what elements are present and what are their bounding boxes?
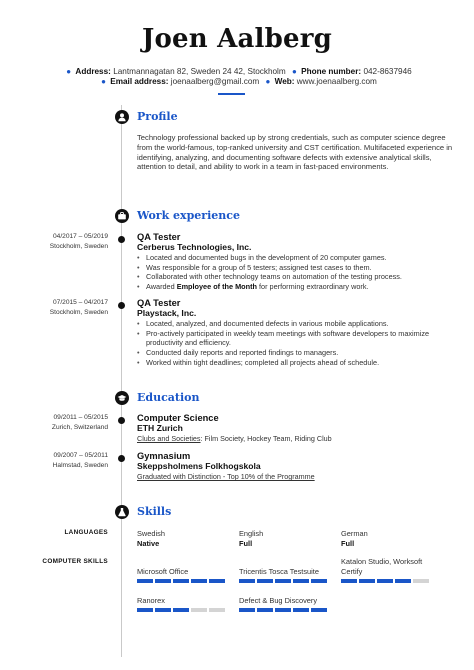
bullet-dot-icon: ● bbox=[265, 77, 271, 86]
job-dates: 07/2015 – 04/2017 bbox=[52, 299, 108, 306]
job-role: QA Tester bbox=[137, 298, 181, 308]
language-name: English bbox=[239, 529, 264, 538]
list-item: • Located, analyzed, and documented defects in various mobile applications. bbox=[137, 319, 457, 329]
job-role: QA Tester bbox=[137, 232, 181, 242]
edu-school: ETH Zurich bbox=[137, 423, 183, 433]
skill-bar-segment bbox=[155, 579, 171, 583]
phone-label: Phone number: bbox=[301, 67, 362, 76]
web-value[interactable]: www.joenaalberg.com bbox=[296, 77, 377, 86]
job-company: Playstack, Inc. bbox=[137, 308, 197, 318]
skill-bar-segment bbox=[275, 579, 291, 583]
timeline-line bbox=[121, 105, 122, 657]
skill-bar bbox=[137, 579, 225, 583]
email-value[interactable]: joenaalberg@gmail.com bbox=[170, 77, 260, 86]
list-item: • Collaborated with other technology teams on automation of the testing process. bbox=[137, 272, 457, 282]
skill-bar-segment bbox=[311, 579, 327, 583]
skill-bar bbox=[239, 579, 327, 583]
skill-bar-segment bbox=[173, 608, 189, 612]
graduation-cap-icon bbox=[115, 391, 129, 405]
flask-icon bbox=[115, 505, 129, 519]
clubs-label: Clubs and Societies bbox=[137, 434, 201, 443]
skill-bar-segment bbox=[395, 579, 411, 583]
timeline-dot bbox=[118, 417, 125, 424]
languages-label: LANGUAGES bbox=[64, 529, 108, 536]
list-item: • Pro-actively participated in weekly team meetings with software developers to maximize productivity and efficiency. bbox=[137, 329, 457, 348]
edu-degree: Gymnasium bbox=[137, 451, 191, 461]
skill-bar-segment bbox=[257, 608, 273, 612]
timeline-dot bbox=[118, 236, 125, 243]
skill-bar bbox=[137, 608, 225, 612]
skill-name: Katalon Studio, Worksoft Certify bbox=[341, 557, 423, 576]
skill-bar bbox=[341, 579, 429, 583]
edu-degree: Computer Science bbox=[137, 413, 219, 423]
web-label: Web: bbox=[274, 77, 295, 86]
skill-bar-segment bbox=[257, 579, 273, 583]
skills-title: Skills bbox=[137, 505, 172, 518]
list-item: • Worked within tight deadlines; completed all projects ahead of schedule. bbox=[137, 358, 457, 368]
skill-bar-segment bbox=[413, 579, 429, 583]
skill-bar-segment bbox=[173, 579, 189, 583]
skill-bar-segment bbox=[191, 608, 207, 612]
header-accent-rule bbox=[218, 93, 245, 95]
job-location: Stockholm, Sweden bbox=[49, 243, 108, 250]
award-highlight: Employee of the Month bbox=[176, 282, 257, 292]
edu-school: Skeppsholmens Folkhogskola bbox=[137, 461, 261, 471]
address-value: Lantmannagatan 82, Sweden 24 42, Stockholm bbox=[113, 67, 286, 76]
edu-dates: 09/2011 – 05/2015 bbox=[53, 414, 108, 421]
edu-note bbox=[137, 434, 332, 443]
skill-name: Ranorex bbox=[137, 596, 165, 605]
skill-bar-segment bbox=[341, 579, 357, 583]
skill-bar-segment bbox=[311, 608, 327, 612]
work-title: Work experience bbox=[137, 209, 240, 222]
candidate-name: Joen Aalberg bbox=[141, 24, 333, 54]
skill-name: Tricentis Tosca Testsuite bbox=[239, 567, 319, 576]
skill-bar-segment bbox=[377, 579, 393, 583]
job-location: Stockholm, Sweden bbox=[49, 309, 108, 316]
person-icon bbox=[115, 110, 129, 124]
education-title: Education bbox=[137, 391, 200, 404]
skill-bar bbox=[239, 608, 327, 612]
bullet-dot-icon: ● bbox=[101, 77, 106, 86]
skill-name: Defect & Bug Discovery bbox=[239, 596, 318, 605]
skill-bar-segment bbox=[137, 608, 153, 612]
briefcase-icon bbox=[115, 209, 129, 223]
skill-bar-segment bbox=[155, 608, 171, 612]
skill-bar-segment bbox=[209, 579, 225, 583]
job-bullets bbox=[137, 319, 457, 368]
skill-bar-segment bbox=[239, 579, 255, 583]
edu-dates: 09/2007 – 05/2011 bbox=[53, 452, 108, 459]
timeline-dot bbox=[118, 455, 125, 462]
computer-skills-label: COMPUTER SKILLS bbox=[42, 558, 108, 565]
skill-bar-segment bbox=[137, 579, 153, 583]
list-item: • Conducted daily reports and reported findings to managers. bbox=[137, 348, 457, 358]
language-name: Swedish bbox=[137, 529, 165, 538]
profile-text: Technology professional backed up by strong credentials, such as computer science degree from the world-famous, top-ranked university and CST certification. Multifaceted experience in identifying, analyzing, and documenting software defects with extensive analytical skills, attention to detail, and ability to work in a team in fast-paced environments. bbox=[137, 133, 453, 172]
skill-bar-segment bbox=[293, 608, 309, 612]
language-level: Native bbox=[137, 539, 160, 548]
profile-title: Profile bbox=[137, 110, 178, 123]
job-bullets bbox=[137, 253, 457, 292]
bullet-dot-icon: ● bbox=[66, 67, 72, 76]
skill-bar-segment bbox=[239, 608, 255, 612]
contact-row-1 bbox=[0, 67, 474, 76]
skill-name: Microsoft Office bbox=[137, 567, 189, 576]
job-company: Cerberus Technologies, Inc. bbox=[137, 242, 252, 252]
language-level: Full bbox=[341, 539, 355, 548]
contact-row-2 bbox=[0, 77, 474, 86]
skill-bar-segment bbox=[359, 579, 375, 583]
list-item: • Awarded Employee of the Month for performing extraordinary work. bbox=[137, 282, 457, 292]
list-item: • Was responsible for a group of 5 testers; assigned test cases to them. bbox=[137, 263, 457, 273]
list-item: • Located and documented bugs in the development of 20 computer games. bbox=[137, 253, 457, 263]
clubs-list: : Film Society, Hockey Team, Riding Club bbox=[200, 434, 332, 443]
timeline-dot bbox=[118, 302, 125, 309]
skill-bar-segment bbox=[191, 579, 207, 583]
edu-note: Graduated with Distinction - Top 10% of the Programme bbox=[137, 472, 315, 481]
bullet-dot-icon: ● bbox=[291, 67, 297, 76]
edu-location: Zurich, Switzerland bbox=[51, 424, 108, 431]
language-name: German bbox=[341, 529, 368, 538]
skill-bar-segment bbox=[275, 608, 291, 612]
email-label: Email address: bbox=[110, 77, 169, 86]
job-dates: 04/2017 – 05/2019 bbox=[52, 233, 108, 240]
address-label: Address: bbox=[75, 67, 111, 76]
edu-location: Halmstad, Sweden bbox=[52, 462, 108, 469]
skill-bar-segment bbox=[209, 608, 225, 612]
phone-value: 042-8637946 bbox=[363, 67, 412, 76]
skill-bar-segment bbox=[293, 579, 309, 583]
language-level: Full bbox=[239, 539, 253, 548]
